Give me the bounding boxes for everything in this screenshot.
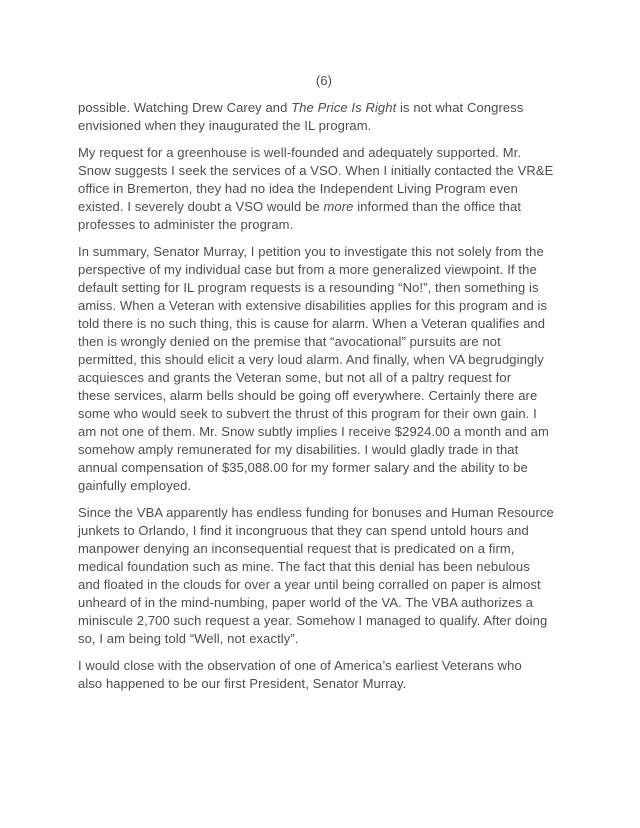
text-line — [78, 594, 570, 612]
text-segment: Since the VBA apparently has endless funding for bonuses and Human Resource — [78, 505, 554, 520]
text-segment: informed than the office that — [353, 199, 522, 214]
paragraph — [78, 243, 570, 495]
text-segment: perspective of my individual case but from a more generalized viewpoint. If the — [78, 262, 537, 277]
text-line — [78, 675, 570, 693]
text-segment: office in Bremerton, they had no idea the Independent Living Program even — [78, 181, 518, 196]
text-segment: these services, alarm bells should be going off everywhere. Certainly there are — [78, 388, 538, 403]
text-line — [78, 477, 570, 495]
text-segment: unheard of in the mind-numbing, paper world of the VA. The VBA authorizes a — [78, 595, 534, 610]
text-line — [78, 180, 570, 198]
text-segment: permitted, this should elicit a very loud alarm. And finally, when VA begrudgingly — [78, 352, 544, 367]
text-segment: I would close with the observation of one of America’s earliest Veterans who — [78, 658, 522, 673]
text-line — [78, 198, 570, 216]
text-segment: My request for a greenhouse is well-founded and adequately supported. Mr. — [78, 145, 522, 160]
text-line — [78, 144, 570, 162]
text-segment: junkets to Orlando, I find it incongruous that they can spend untold hours and — [78, 523, 529, 538]
text-line — [78, 558, 570, 576]
italic-text-segment: more — [323, 199, 354, 214]
text-segment: miniscule 2,700 such request a year. Somehow I managed to qualify. After doing — [78, 613, 548, 628]
text-line — [78, 216, 570, 234]
text-line — [78, 657, 570, 675]
text-line — [78, 99, 570, 117]
text-line — [78, 297, 570, 315]
text-line — [78, 405, 570, 423]
paragraph — [78, 657, 570, 693]
text-line — [78, 540, 570, 558]
text-line — [78, 333, 570, 351]
text-line — [78, 387, 570, 405]
text-segment: professes to administer the program. — [78, 217, 294, 232]
text-segment: acquiesces and grants the Veteran some, but not all of a paltry request for — [78, 370, 512, 385]
text-line — [78, 504, 570, 522]
text-line — [78, 441, 570, 459]
text-segment: and floated in the clouds for over a year until being corralled on paper is almost — [78, 577, 541, 592]
text-line — [78, 279, 570, 297]
text-segment: In summary, Senator Murray, I petition you to investigate this not solely from the — [78, 244, 544, 259]
text-line — [78, 261, 570, 279]
text-segment: some who would seek to subvert the thrust of this program for their own gain. I — [78, 406, 537, 421]
text-segment: told there is no such thing, this is cause for alarm. When a Veteran qualifies and — [78, 316, 546, 331]
letter-body — [78, 99, 570, 693]
paragraph — [78, 504, 570, 648]
text-segment: also happened to be our first President, Senator Murray. — [78, 676, 407, 691]
page-number: (6) — [315, 73, 333, 88]
text-line — [78, 162, 570, 180]
text-segment: is not what Congress — [396, 100, 524, 115]
text-line — [78, 117, 570, 135]
text-line — [78, 315, 570, 333]
paragraph — [78, 99, 570, 135]
text-line — [78, 612, 570, 630]
italic-text-segment: The Price Is Right — [291, 100, 397, 115]
text-segment: so, I am being told “Well, not exactly”. — [78, 631, 299, 646]
text-segment: existed. I severely doubt a VSO would be — [78, 199, 324, 214]
paragraph — [78, 144, 570, 234]
text-segment: somehow amply remunerated for my disabilities. I would gladly trade in that — [78, 442, 519, 457]
text-line — [78, 522, 570, 540]
text-segment: medical foundation such as mine. The fact that this denial has been nebulous — [78, 559, 530, 574]
text-line — [78, 423, 570, 441]
text-line — [78, 630, 570, 648]
text-segment: then is wrongly denied on the premise that “avocational” pursuits are not — [78, 334, 501, 349]
text-line — [78, 243, 570, 261]
text-segment: annual compensation of $35,088.00 for my former salary and the ability to be — [78, 460, 528, 475]
text-segment: envisioned when they inaugurated the IL program. — [78, 118, 372, 133]
text-segment: am not one of them. Mr. Snow subtly implies I receive $2924.00 a month and am — [78, 424, 549, 439]
text-line — [78, 576, 570, 594]
text-segment: gainfully employed. — [78, 478, 192, 493]
letter-content — [78, 72, 570, 693]
text-line — [78, 351, 570, 369]
text-segment: Snow suggests I seek the services of a VSO. When I initially contacted the VR&E — [78, 163, 554, 178]
text-segment: manpower denying an inconsequential request that is predicated on a firm, — [78, 541, 515, 556]
text-segment: possible. Watching Drew Carey and — [78, 100, 292, 115]
text-line — [78, 369, 570, 387]
text-segment: amiss. When a Veteran with extensive disabilities applies for this program and is — [78, 298, 548, 313]
text-segment: default setting for IL program requests is a resounding “No!”, then something is — [78, 280, 539, 295]
text-line — [78, 459, 570, 477]
